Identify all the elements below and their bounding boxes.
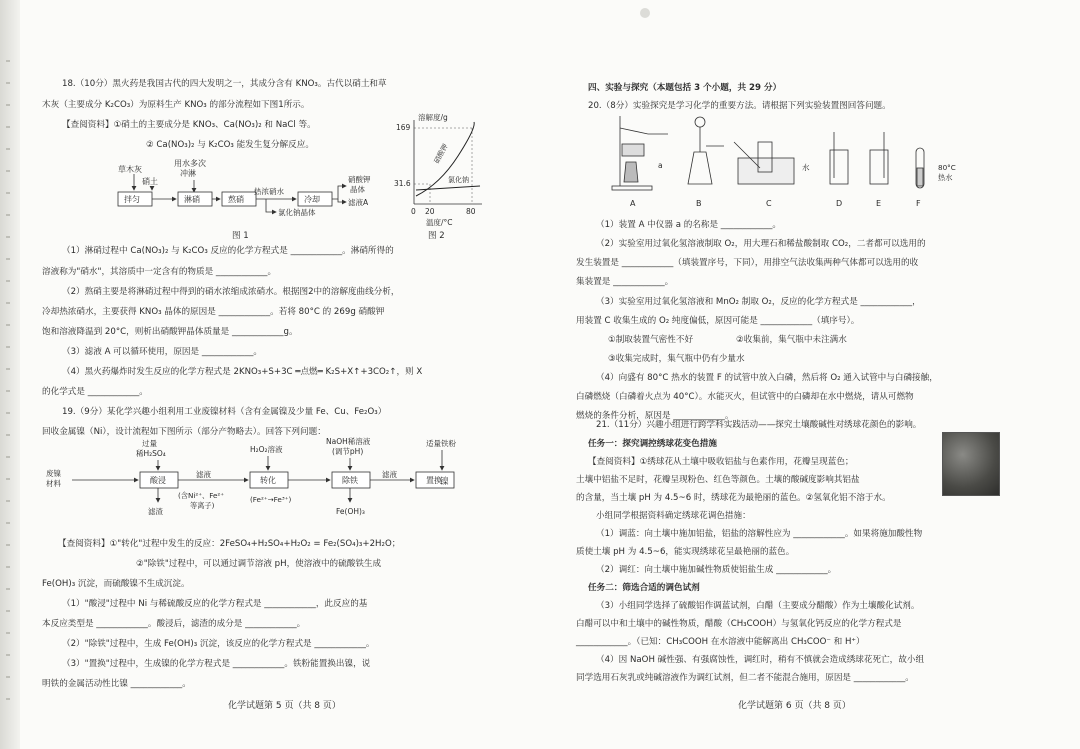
- q18-line-1: 18.（10分）黑火药是我国古代的四大发明之一，其成分含有 KNO₃。古代以硝土和草: [62, 79, 387, 89]
- fig1-input-soil: 硝土: [142, 177, 158, 186]
- fig1-label-kno3-1: 硝酸钾: [348, 175, 371, 184]
- q21-line-5: （1）调蓝：向土壤中施加铝盐，铝盐的溶解性应为 ____________。如果将施加酸性物: [596, 529, 923, 539]
- q20-apparatus-figure: [608, 112, 1008, 212]
- figure-1-flowchart: [70, 160, 370, 250]
- q19-line-10: 明铁的金属活动性比镍 ____________。: [42, 679, 191, 689]
- q19-end-nickel: 镍: [440, 477, 449, 487]
- q18-line-3: 【查阅资料】①硝土的主要成分是 KNO₃、Ca(NO₃)₂ 和 NaCl 等。: [62, 120, 316, 130]
- q19-line-5: Fe(OH)₃ 沉淀，而硫酸镍不生成沉淀。: [42, 579, 190, 589]
- q18-line-10: （3）滤液 A 可以循环使用，原因是 ____________。: [62, 347, 263, 357]
- q20-line-5: （3）实验室用过氧化氢溶液和 MnO₂ 制取 O₂，反应的化学方程式是 ____________，: [596, 297, 921, 307]
- q21-line-10: ____________。（已知：CH₃COOH 在水溶液中能解离出 CH₃COO⁻ 和 H⁺）: [576, 637, 865, 647]
- q20-line-7: （4）向盛有 80°C 热水的装置 F 的试管中放入白磷，然后将 O₂ 通入试管中与白磷接触，: [596, 373, 938, 383]
- q19-reagent-3b: (调节pH): [332, 447, 364, 456]
- q18-line-11: （4）黑火药爆炸时发生反应的化学方程式是 2KNO₃+S+3C ═点燃═ K₂S+X↑+3CO₂↑，则 X: [62, 367, 423, 377]
- q21-line-1: 【查阅资料】①绣球花从土壤中吸收铝盐与色素作用，花瓣呈现蓝色；: [588, 457, 854, 467]
- fig2-curve-nacl: [416, 186, 480, 190]
- q21-task-1: 任务一：探究调控绣球花变色措施: [588, 439, 717, 449]
- q19-step-replace: 置换: [426, 476, 442, 485]
- fig2-xlabel: 温度/°C: [426, 218, 453, 227]
- fig1-step-cool: 冷却: [304, 195, 320, 204]
- q20-intro: 20.（8分）实验探究是学习化学的重要方法。请根据下列实验装置图回答问题。: [588, 101, 891, 111]
- q21-line-12: 同学选用石灰乳或纯碱溶液作为调红试剂，但二者不能混合施用，原因是 ____________。: [576, 673, 914, 683]
- q19-line-7: 本反应类型是 ____________。酸浸后，滤渣的成分是 ____________。: [42, 619, 306, 629]
- q20-options-1: ①制取装置气密性不好 ②收集前，集气瓶中未注满水: [608, 335, 847, 345]
- q18-line-7: （2）熬硝主要是将淋硝过程中得到的硝水浓缩成浓硝水。根据图2中的溶解度曲线分析，: [62, 287, 400, 297]
- q19-flowchart: [38, 437, 458, 530]
- q19-step-acid-leach: 酸浸: [150, 476, 166, 485]
- fig2-ylabel: 溶解度/g: [418, 113, 448, 122]
- scan-smudge: [640, 8, 650, 18]
- q18-line-12: 的化学式是 ____________。: [42, 387, 148, 397]
- q19-reagent-4: 适量铁粉: [426, 439, 456, 448]
- fig1-step-boil: 熬硝: [228, 195, 244, 204]
- figure-2-solubility-chart: [394, 112, 490, 242]
- q21-task-2: 任务二：筛选合适的调色试剂: [588, 583, 700, 593]
- apparatus-label-a: A: [630, 199, 636, 208]
- binding-holes: [6, 60, 10, 700]
- apparatus-a-label-a: a: [658, 161, 663, 170]
- q19-reagent-2: H₂O₂溶液: [250, 445, 283, 454]
- section-heading: 四、实验与探究（本题包括 3 个小题，共 29 分）: [588, 83, 782, 93]
- q19-note-2: 等离子): [190, 501, 215, 510]
- page-footer-right: 化学试题第 6 页（共 8 页）: [738, 701, 851, 711]
- apparatus-c-water-label: 水: [802, 163, 810, 172]
- fig2-ytick-31-6: 31.6: [394, 179, 411, 188]
- hydrangea-photo: [942, 432, 1000, 496]
- apparatus-b: [688, 117, 724, 184]
- q21-line-11: （4）因 NaOH 碱性强、有强腐蚀性，调红时，稍有不慎就会造成绣球花死亡，故小组: [596, 655, 925, 665]
- q19-note-3: (Fe²⁺→Fe³⁺): [250, 495, 292, 504]
- q19-step-transform: 转化: [260, 476, 276, 485]
- q19-mid-1: 滤液: [196, 470, 211, 479]
- apparatus-f-hot-2: 热水: [938, 173, 953, 182]
- fig1-caption: 图 1: [232, 231, 249, 241]
- q18-line-5: （1）淋硝过程中 Ca(NO₃)₂ 与 K₂CO₃ 反应的化学方程式是 ____________。淋硝所得的: [62, 246, 394, 256]
- fig1-input-water-2: 冲淋: [180, 169, 196, 178]
- fig1-step-mix: 拌匀: [124, 195, 140, 204]
- fig1-label-nacl: 氯化钠晶体: [278, 208, 316, 217]
- q19-start-1: 废镍: [46, 469, 61, 478]
- apparatus-label-b: B: [696, 199, 702, 208]
- fig2-xtick-0: 0: [411, 207, 416, 216]
- q19-bottom-residue: 滤渣: [148, 507, 163, 516]
- q19-line-2: 回收金属镍（Ni），设计流程如下图所示（部分产物略去）。回答下列问题：: [42, 427, 326, 437]
- fig2-ytick-169: 169: [396, 123, 411, 132]
- q18-line-4: ② Ca(NO₃)₂ 与 K₂CO₃ 能发生复分解反应。: [146, 140, 314, 150]
- q20-line-9: 燃烧的条件分析，原因是 ____________。: [576, 411, 734, 421]
- apparatus-c: [734, 142, 794, 184]
- q20-line-6: 用装置 C 收集生成的 O₂ 纯度偏低，原因可能是 ____________（填序号）。: [576, 316, 860, 326]
- scan-edge: [0, 0, 20, 749]
- q19-line-8: （2）"除铁"过程中，生成 Fe(OH)₃ 沉淀，该反应的化学方程式是 ____________。: [62, 639, 375, 649]
- apparatus-label-e: E: [876, 199, 882, 208]
- q19-line-1: 19.（9分）某化学兴趣小组利用工业废镍材料（含有金属镍及少量 Fe、Cu、Fe₂O₃）: [62, 407, 387, 417]
- q19-mid-2: 滤液: [382, 470, 397, 479]
- fig1-label-filtrate: 滤液A: [348, 198, 369, 207]
- fig1-arrow: [266, 199, 276, 212]
- q18-line-9: 饱和溶液降温到 20°C，则析出硝酸钾晶体质量是 ____________g。: [42, 327, 298, 337]
- fig2-curve-kno3: [416, 122, 474, 196]
- q21-intro: 21.（11分）兴趣小组进行跨学科实践活动——探究土壤酸碱性对绣球花颜色的影响。: [596, 420, 922, 430]
- q21-line-7: （2）调红：向土壤中施加碱性物质使铝盐生成 ____________。: [596, 565, 837, 575]
- apparatus-label-d: D: [836, 199, 843, 208]
- fig2-xtick-80: 80: [466, 207, 476, 216]
- q19-line-3: 【查阅资料】①"转化"过程中发生的反应：2FeSO₄+H₂SO₄+H₂O₂ = Fe₂(SO₄)₃+2H₂O；: [58, 539, 401, 549]
- q21-line-9: 白醋可以中和土壤中的碱性物质，醋酸（CH₃COOH）与氢氧化钙反应的化学方程式是: [576, 619, 902, 629]
- q18-line-6: 溶液称为"硝水"，其溶质中一定含有的物质是 ____________。: [42, 267, 277, 277]
- fig1-arrow: [332, 186, 346, 199]
- q19-line-4: ②"除铁"过程中，可以通过调节溶液 pH，使溶液中的硫酸铁生成: [136, 559, 382, 569]
- q19-reagent-3a: NaOH稀溶液: [326, 437, 371, 446]
- fig2-caption: 图 2: [428, 231, 445, 241]
- q20-line-2: （2）实验室用过氧化氢溶液制取 O₂，用大理石和稀盐酸制取 CO₂，二者都可以选用的: [596, 239, 926, 249]
- q19-reagent-1a: 过量: [142, 439, 157, 448]
- fig1-input-ash: 草木灰: [118, 165, 142, 174]
- fig2-curve-label-nacl: 氯化钠: [448, 176, 469, 184]
- q21-line-8: （3）小组同学选择了硫酸铝作调蓝试剂，白醋（主要成分醋酸）作为土壤酸化试剂。: [596, 601, 920, 611]
- q19-bottom-feoh3: Fe(OH)₃: [336, 507, 365, 516]
- q19-line-9: （3）"置换"过程中，生成镍的化学方程式是 ____________。铁粉能置换出镍，说: [62, 659, 371, 669]
- q20-line-8: 白磷燃烧（白磷着火点为 40°C）。水能灭火，但试管中的白磷却在水中燃烧，请从可燃物: [576, 392, 914, 402]
- q20-line-4: 集装置是 ____________。: [576, 277, 674, 287]
- q19-reagent-1b: 稀H₂SO₄: [136, 449, 166, 458]
- q20-options-2: ③收集完成时，集气瓶中仍有少量水: [608, 354, 745, 364]
- q21-line-4: 小组同学根据资料确定绣球花调色措施：: [596, 511, 751, 521]
- q18-line-2: 木灰（主要成分 K₂CO₃）为原料生产 KNO₃ 的部分流程如下图1所示。: [42, 100, 310, 110]
- fig2-xtick-20: 20: [425, 207, 435, 216]
- q21-line-3: 的含量，当土壤 pH 为 4.5~6 时，绣球花为最艳丽的蓝色。②氢氧化铝不溶于水。: [576, 493, 891, 503]
- apparatus-e: [870, 132, 888, 184]
- q19-line-6: （1）"酸浸"过程中 Ni 与稀硫酸反应的化学方程式是 ____________，此反应的基: [62, 599, 368, 609]
- q21-line-2: 土壤中铝盐不足时，花瓣呈现粉色、红色等颜色。土壤的酸碱度影响其铝盐: [576, 475, 860, 485]
- apparatus-label-c: C: [766, 199, 772, 208]
- q21-line-6: 质使土壤 pH 为 4.5~6，能实现绣球花呈最艳丽的蓝色。: [576, 547, 795, 557]
- apparatus-a: [612, 116, 668, 190]
- fig1-arrow: [338, 199, 346, 202]
- q19-note-1: (含Ni²⁺、Fe²⁺: [178, 491, 225, 500]
- q18-line-8: 冷却热浓硝水，主要获得 KNO₃ 晶体的原因是 ____________。若将 80°C 的 269g 硝酸钾: [42, 307, 385, 317]
- q20-line-3: 发生装置是 ____________（填装置序号，下同），用排空气法收集两种气体都可以选用的收: [576, 258, 919, 268]
- q20-line-1: （1）装置 A 中仪器 a 的名称是 ____________。: [596, 220, 781, 230]
- left-page: [42, 0, 524, 749]
- q19-start-2: 材料: [46, 479, 61, 488]
- fig1-label-hot: 热浓硝水: [254, 187, 284, 196]
- fig1-label-kno3-2: 晶体: [350, 185, 365, 194]
- apparatus-d: [830, 132, 848, 184]
- apparatus-f-hot-1: 80°C: [938, 163, 956, 172]
- page-footer-left: 化学试题第 5 页（共 8 页）: [228, 701, 341, 711]
- apparatus-f: [916, 148, 924, 188]
- q19-step-remove-iron: 除铁: [342, 476, 358, 485]
- right-page: [576, 0, 1018, 749]
- fig2-curve-label-kno3: 硝酸钾: [432, 142, 450, 165]
- fig1-input-water-1: 用水多次: [174, 159, 206, 168]
- apparatus-label-f: F: [916, 199, 921, 208]
- fig1-step-leach: 淋硝: [184, 195, 200, 204]
